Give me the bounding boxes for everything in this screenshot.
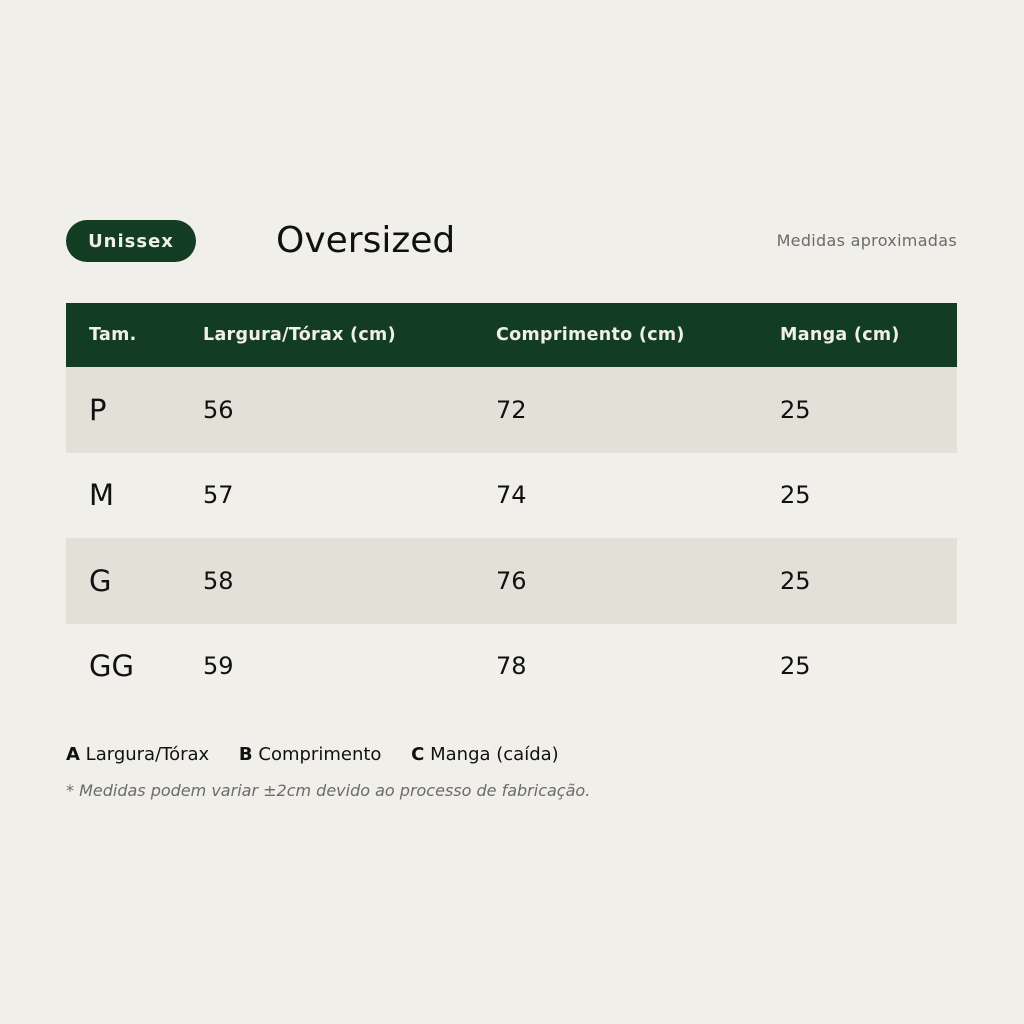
column-header-width: Largura/Tórax (cm) <box>203 325 396 345</box>
size-cell: M <box>89 478 115 513</box>
legend-label: Manga (caída) <box>430 744 559 765</box>
size-cell: G <box>89 563 112 598</box>
table-row <box>66 624 957 710</box>
length-cell: 74 <box>496 481 527 510</box>
legend-label: Comprimento <box>258 744 382 765</box>
legend-letter: A <box>66 744 80 765</box>
gender-badge: Unissex <box>66 220 196 262</box>
column-header-sleeve: Manga (cm) <box>780 325 900 345</box>
sleeve-cell: 25 <box>780 481 811 510</box>
legend-letter: C <box>411 744 425 765</box>
size-cell: GG <box>89 649 134 684</box>
width-cell: 59 <box>203 652 234 681</box>
length-cell: 76 <box>496 566 527 595</box>
legend-item <box>411 744 559 765</box>
legend-letter: B <box>238 744 253 765</box>
length-cell: 78 <box>496 652 527 681</box>
disclaimer-note: * Medidas podem variar ±2cm devido ao processo de fabricação. <box>66 781 591 800</box>
length-cell: 72 <box>496 395 527 424</box>
approximate-note: Medidas aproximadas <box>776 231 957 250</box>
sleeve-cell: 25 <box>780 395 811 424</box>
table-header <box>66 303 957 367</box>
column-header-size: Tam. <box>89 325 137 345</box>
legend-item <box>239 744 382 765</box>
page-title: Oversized <box>276 220 456 261</box>
table-row <box>66 367 957 453</box>
measurement-legend <box>66 744 583 765</box>
legend-label: Largura/Tórax <box>85 744 210 765</box>
sleeve-cell: 25 <box>780 652 811 681</box>
table-row <box>66 538 957 624</box>
width-cell: 57 <box>203 481 234 510</box>
size-cell: P <box>89 392 107 427</box>
sleeve-cell: 25 <box>780 566 811 595</box>
width-cell: 56 <box>203 395 234 424</box>
header-row <box>66 220 957 262</box>
column-header-length: Comprimento (cm) <box>496 325 685 345</box>
legend-item <box>66 744 209 765</box>
size-table <box>66 303 957 709</box>
table-row <box>66 453 957 539</box>
width-cell: 58 <box>203 566 234 595</box>
